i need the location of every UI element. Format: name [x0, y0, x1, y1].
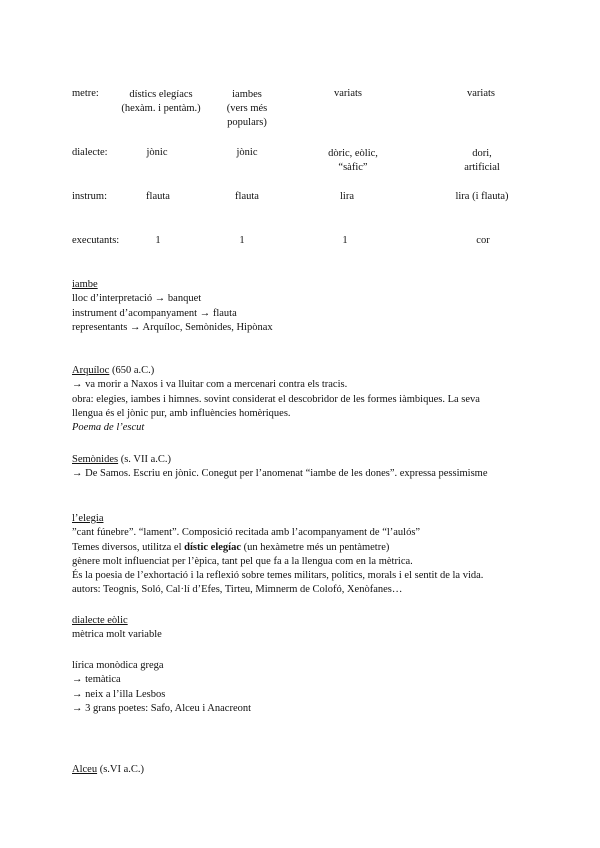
row-label-metre: metre:	[72, 88, 99, 99]
cell-instrum-3: lira	[340, 191, 354, 202]
cell-dialecte-1: jònic	[146, 147, 168, 158]
elegia-line: És la poesia de l’exhortació i la reflexió sobre temes militars, polítics, morals i el sentit de la vida.	[72, 570, 484, 582]
elegia-line: autors: Teognis, Soló, Cal·lí d’Efes, Tirteu, Mimnerm de Colofó, Xenòfanes…	[72, 584, 403, 596]
semonides-line: → De Samos. Escriu en jònic. Conegut per l’anomenat “iambe de les dones”. expressa pessimisme	[72, 468, 488, 480]
semonides-heading	[72, 453, 488, 467]
section-monodica	[72, 659, 251, 716]
monodica-line: → temàtica	[72, 674, 121, 686]
iambe-line: lloc d’interpretació → banquet	[72, 293, 202, 305]
arquiloc-line: → va morir a Naxos i va lluitar com a mercenari contra els tracis.	[72, 379, 348, 391]
cell-dialecte-2: jònic	[236, 147, 258, 158]
section-heading-monodica: lírica monòdica grega	[72, 660, 164, 671]
arquiloc-heading	[72, 364, 480, 378]
cell-metre-1: dístics elegíacs (hexàm. i pentàm.)	[121, 89, 201, 114]
cell-dialecte-4: dori, artificial	[464, 148, 500, 173]
alceu-heading	[72, 763, 144, 777]
section-heading-eolic: dialecte eòlic	[72, 615, 128, 626]
cell-executants-1: 1	[155, 235, 161, 246]
cell-instrum-4: lira (i flauta)	[455, 191, 509, 202]
section-alceu	[72, 763, 144, 777]
cell-instrum-1: flauta	[146, 191, 170, 202]
author-name: Semònides	[72, 454, 119, 465]
section-elegia	[72, 512, 483, 598]
cell-metre-4: variats	[467, 88, 495, 99]
section-heading-iambe: iambe	[72, 279, 98, 290]
author-name: Arquíloc	[72, 365, 110, 376]
row-label-instrum: instrum:	[72, 191, 108, 202]
section-iambe	[72, 278, 273, 335]
cell-executants-3: 1	[342, 235, 348, 246]
section-heading-elegia: l’elegia	[72, 513, 104, 524]
section-arquiloc	[72, 364, 480, 435]
cell-dialecte-3: dòric, eòlic, “sàfic”	[328, 148, 378, 173]
author-name: Alceu	[72, 764, 98, 775]
row-label-executants: executants:	[72, 235, 120, 246]
row-label-dialecte: dialecte:	[72, 147, 108, 158]
arquiloc-line: obra: elegies, iambes i himnes. sovint considerat el descobridor de les formes iàmbiques. La seva	[72, 393, 480, 405]
author-date: (650 a.C.)	[109, 365, 155, 376]
eolic-line: mètrica molt variable	[72, 629, 162, 641]
author-date: (s.VI a.C.)	[97, 764, 145, 775]
elegia-line: ”cant fúnebre”. “lament”. Composició recitada amb l’acompanyament de “l’aulós”	[72, 527, 421, 539]
cell-instrum-2: flauta	[235, 191, 259, 202]
iambe-line: representants → Arquíloc, Semònides, Hipònax	[72, 321, 273, 333]
section-semonides	[72, 453, 488, 482]
cell-metre-2: iambes (vers més populars)	[226, 89, 268, 128]
bold-term: dístic elegíac	[184, 541, 241, 553]
cell-executants-4: cor	[476, 235, 490, 246]
arquiloc-line: llengua és el jònic pur, amb influències homèriques.	[72, 407, 291, 419]
monodica-line: → neix a l’illa Lesbos	[72, 688, 166, 700]
section-eolic	[72, 614, 162, 643]
iambe-line: instrument d’acompanyament → flauta	[72, 307, 237, 319]
cell-metre-3: variats	[334, 88, 362, 99]
monodica-line: → 3 grans poetes: Safo, Alceu i Anacreont	[72, 702, 252, 714]
elegia-line: gènere molt influenciat per l’èpica, tant pel que fa a la llengua com en la mètrica.	[72, 555, 413, 567]
author-date: (s. VII a.C.)	[118, 454, 171, 465]
cell-executants-2: 1	[239, 235, 245, 246]
arquiloc-work: Poema de l’escut	[72, 422, 145, 434]
elegia-line: Temes diversos, utilitza el dístic elegíac (un hexàmetre més un pentàmetre)	[72, 541, 390, 553]
